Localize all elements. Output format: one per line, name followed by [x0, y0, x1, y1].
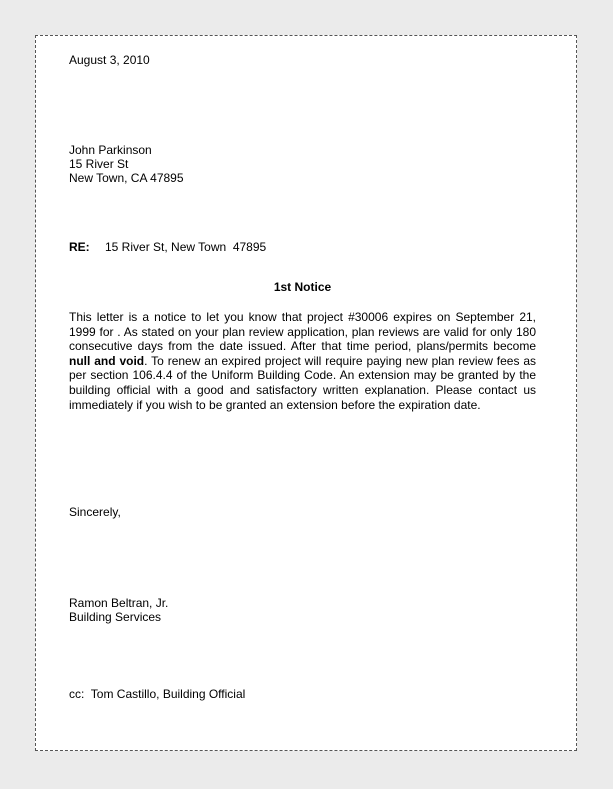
recipient-address [69, 143, 184, 185]
signature-block [69, 596, 168, 624]
notice-title: 1st Notice [273, 280, 332, 294]
letter-closing: Sincerely, [69, 505, 121, 519]
body-text-part2: . To renew an expired project will require paying new plan review fees as per section 106.4.4 of the Uniform Building Code. An extension may be granted by the building official with a good and satisfactory written explanation. Please contact us immediately if you wish to be granted an extension before the expiration date. [69, 353, 537, 412]
recipient-city: New Town, CA 47895 [69, 171, 184, 185]
cc-value: Tom Castillo, Building Official [90, 687, 246, 701]
body-text-part1: This letter is a notice to let you know that project #30006 expires on September 21, 1999 for . As stated on your plan review application, plan reviews are valid for only 180 consecutive days from the date issued. After that time period, plans/permits become [69, 310, 536, 354]
cc-label: cc: [69, 687, 85, 701]
letter-date: August 3, 2010 [69, 53, 150, 67]
body-text-emphasis: null and void [69, 353, 145, 368]
subject-label: RE: [69, 240, 90, 254]
subject-value: 15 River St, New Town 47895 [105, 240, 267, 254]
letter-page [35, 35, 577, 751]
subject-line [69, 240, 266, 254]
signer-department: Building Services [69, 610, 162, 624]
recipient-name: John Parkinson [69, 143, 152, 157]
recipient-street: 15 River St [69, 157, 129, 171]
cc-line [69, 687, 245, 701]
letter-body [69, 310, 536, 412]
signer-name: Ramon Beltran, Jr. [69, 596, 169, 610]
